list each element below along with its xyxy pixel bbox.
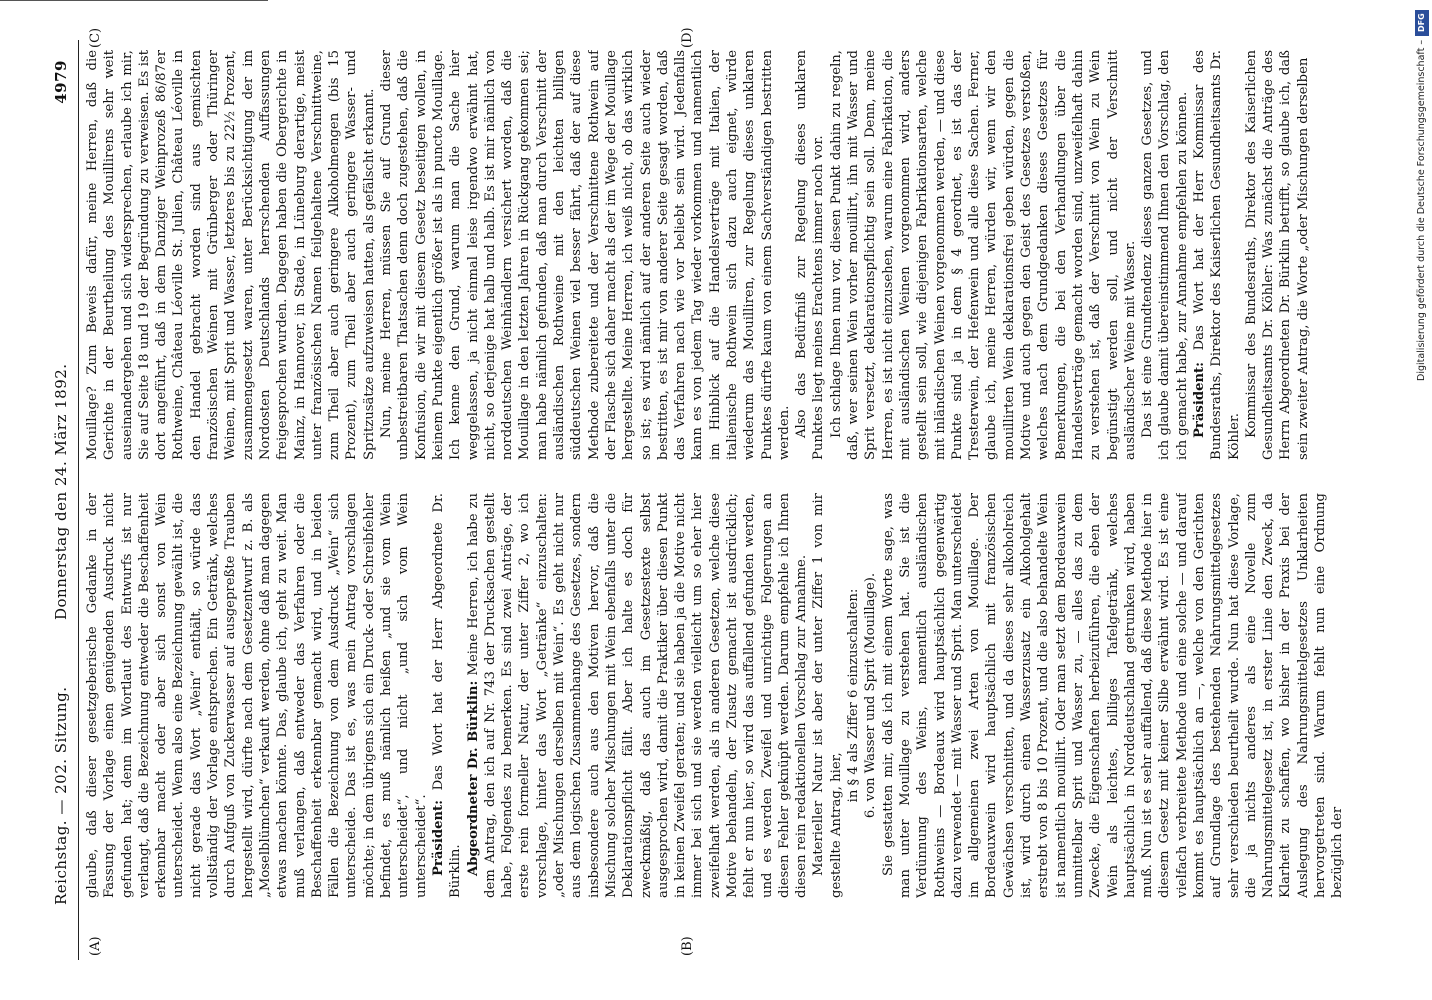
paragraph: Nun, meine Herren, müssen Sie auf Grund dieser unbestreitbaren Thatsachen denn doch zugestehen, daß die Konfusion, die wir mit diesem Gesetz beseitigen wollen, in keinem Punkte eigentlich größer ist als in puncto Mouillage. Ich kenne den Grund, warum man die Sache hier weggelassen, ja nicht einmal leise irgendwo erwähnt hat, nicht, so derjenige hat halb und halb. Es ist mir nämlich von norddeutschen Weinhändlern versichert worden, daß die Mouillage in den letzten Jahren in Rückgang gekommen sei; man habe nämlich gefunden, daß man durch Verschnitt der ausländischen Rothweine mit den leichten billigen süddeutschen Weinen viel besser fährt, daß der auf diese Methode zubereitete und der Verschnittene Rothwein auf der Flasche sich daher macht als der im Wege der Mouillage hergestellte. Meine Herren, ich weiß nicht, ob das wirklich so ist; es wird nämlich auf der anderen Seite auch wieder bestritten, es ist mir von anderer Seite gesagt worden, daß das Verfahren nach wie vor beliebt sein wird. Jedenfalls kann es von jedem Tag wieder vorkommen und namentlich im Hinblick auf die Handelsverträge mit Italien, der italienische Rothwein sich dazu auch eignet, würde wiederum das Mouilliren, zur Regelung dieses unklaren Punktes dürfte kaum von einem Sachverständigen bestritten werden. xyxy=(379,50,792,460)
header-date: Donnerstag den 24. März 1892. xyxy=(52,363,70,620)
header-left: Reichstag. — 202. Sitzung. xyxy=(52,686,70,905)
paragraph: Materieller Natur ist aber der unter Ziffer 1 von mir gestellte Antrag, hier, xyxy=(811,493,844,898)
paragraph-text: Das Wort hat der Herr Kommissar des Bundesraths, Direktor des Kaiserlichen Gesundheitsamts Dr. Köhler. xyxy=(1192,50,1242,460)
paragraph: Ich schlage Ihnen nun vor, diesen Punkt dahin zu regeln, daß, wer seinen Wein vorher mouillirt, ihn mit Wasser und Sprit versetzt, deklarationspflichtig sein soll. Denn, meine Herren, es ist nicht einzusehen, warum eine Fabrikation, die mit ausländischen Weinen vorgenommen wird, anders gestellt sein soll, wie diejenigen Fabrikationsarten, welche mit inländischen Weinen vorgenommen werden, — und diese Punkte sind ja in dem § 4 geordnet, es ist das der Tresterwein, der Hefenwein und alle diese Sachen. Ferner, glaube ich, meine Herren, würden wir, wenn wir den mouillirten Wein deklarationsfrei geben würden, gegen die Motive und auch gegen den Geist des Gesetzes verstoßen, welches nach dem Grundgedanken dieses Gesetzes für Bemerkungen, die bei den Verhandlungen über die Handelsverträge gemacht worden sind, unzweifelhaft dahin zu verstehen ist, daß der Verschnitt von Wein zu Wein begünstigt werden soll, und nicht der Verschnitt ausländischer Weine mit Wasser. xyxy=(828,50,1138,460)
paragraph: Das ist eine Grundtendenz dieses ganzen Gesetzes, und ich glaube damit übereinstimmend Ihnen den Vorschlag, den ich gemacht habe, zur Annahme empfehlen zu können. xyxy=(1140,50,1190,460)
funding-credit: Digitalisierung gefördert durch die Deutsche Forschungsgemeinschaft – xyxy=(1416,40,1427,382)
speaker-label: Abgeordneter Dr. Bürklin: xyxy=(465,680,481,876)
margin-marker-d: (D) xyxy=(680,27,695,48)
paragraph: Mouillage? Zum Beweis dafür, meine Herren, daß die Gerichte in der Beurtheilung des Mouillirens sehr weit auseinandergehen und sich widersprechen, erlaube ich mir, Sie auf Seite 18 und 19 der Begründung zu verweisen. Es ist dort angeführt, daß in dem Danziger Weinprozeß 86/87er Rothweine, Château Léoville St. Julien, Château Léoville in den Handel gebracht worden sind aus gemischten französischen Weinen mit Grünberger oder Thüringer Weinen, mit Sprit und Wasser, letzteres bis zu 22½ Prozent, zusammengesetzt waren, unter Berücksichtigung der im Nordosten Deutschlands herrschenden Auffassungen freigesprochen wurden. Dagegen haben die Obergerichte in Mainz, in Hannover, in Stade, in Lüneburg derartige, meist unter französischen Namen feilgehaltene Verschnittweine, zum Theil aber auch geringere Alkoholmengen (bis 15 Prozent), zum Theil aber auch geringere Wasser- und Spritzusätze aufzuweisen hatten, als gefälscht erkannt. xyxy=(85,50,377,460)
paragraph xyxy=(465,493,811,898)
margin-marker-c: (C) xyxy=(88,27,103,48)
paragraph: Also das Bedürfniß zur Regelung dieses unklaren Punktes liegt meines Erachtens immer noch vor. xyxy=(794,50,827,460)
digitization-sidebar xyxy=(1414,8,1430,998)
column-left xyxy=(84,493,1400,898)
paragraph: Kommissar des Bundesraths, Direktor des Kaiserlichen Gesundheitsamts Dr. Köhler: Was zunächst die Anträge des Herrn Abgeordneten Dr. Bürklin betrifft, so glaube ich, daß sein zweiter Antrag, die Worte „oder Mischungen derselben xyxy=(1243,50,1311,460)
header-rule xyxy=(78,40,79,960)
page-header xyxy=(52,40,74,960)
paragraph: 6. von Wasser und Sprit (Mouillage). xyxy=(863,572,879,819)
text-columns xyxy=(84,40,1400,960)
paragraph: Sie gestatten mir, daß ich mit einem Worte sage, was man unter Mouillage zu verstehen hat. Sie ist die Verdünnung des Weins, namentlich ausländischen Rothweins — Bordeaux wird hauptsächlich gegenwärtig dazu verwendet — mit Wasser und Sprit. Man unterscheidet im allgemeinen zwei Arten von Mouillage. Der Bordeauxwein wird hauptsächlich mit französischen Gewächsen verschnitten, und da dieses sehr alkoholreich ist, wird durch einen Wasserzusatz ein Alkoholgehalt erstrebt von 8 bis 10 Prozent, und die also behandelte Wein ist namentlich mouillirt. Oder man setzt dem Bordeauxwein unmittelbar Sprit und Wasser zu, — alles das zu dem Zwecke, die Eigenschaften herbeizuführen, die eben der Wein als leichtes, billiges Tafelgetränk, welches hauptsächlich in Norddeutschland getrunken wird, haben muß. Nun ist es sehr auffallend, daß diese Methode hier in diesem Gesetz mit keiner Silbe erwähnt wird. Es ist eine vielfach verbreitete Methode und eine solche — und darauf kommt es hauptsächlich an —, welche von den Gerichten auf Grundlage des bestehenden Nahrungsmittelgesetzes sehr verschieden beurtheilt wurde. Nun hat diese Vorlage, die ja nichts anderes als eine Novelle zum Nahrungsmittelgesetz ist, in erster Linie den Zweck, da Klarheit zu schaffen, wo bisher in der Praxis bei der Auslegung des Nahrungsmittelgesetzes Unklarheiten hervorgetreten sind. Warum fehlt nun eine Ordnung bezüglich der xyxy=(880,493,1346,898)
column-right xyxy=(84,50,1400,460)
margin-marker-b: (B) xyxy=(680,936,695,956)
paragraph: glaube, daß dieser gesetzgeberische Gedanke in der Fassung der Vorlage einen genügenden Ausdruck nicht gefunden hat; denn im Wortlaut des Entwurfs ist nur verlangt, daß die Bezeichnung entweder die Beschaffenheit erkennbar macht oder aber sich sonst von Wein unterscheidet. Wenn also eine Bezeichnung gewählt ist, die nicht gerade das Wort „Wein“ enthält, so würde das vollständig der Vorlage entsprechen. Ein Getränk, welches durch Aufguß von Zuckerwasser auf ausgepreßte Trauben hergestellt wird, dürfte nach dem Gesetzentwurf z. B. als „Moselblümchen“ verkauft werden, ohne daß man dagegen etwas machen könnte. Das, glaube ich, geht zu weit. Man muß verlangen, daß entweder das Verfahren oder die Beschaffenheit erkennbar gemacht wird, und in beiden Fällen die Bezeichnung von dem Ausdruck „Wein“ sich unterscheide. Das ist es, was mein Antrag vorschlagen möchte; in dem übrigens sich ein Druck- oder Schreibfehler befindet, es muß nämlich heißen „und sie vom Wein unterscheidet“, und nicht „und sich vom Wein unterscheidet“. xyxy=(85,493,429,898)
speaker-label: Präsident: xyxy=(1192,361,1207,438)
paragraph-text: Das Wort hat der Herr Abgeordnete Dr. Bürklin. xyxy=(430,493,464,898)
paragraph-text: Meine Herren, ich habe zu dem Antrag, den ich auf Nr. 743 der Drucksachen gestellt habe, Folgendes zu bemerken. Es sind zwei Anträge, der erste rein formeller Natur, der unter Ziffer 2, wo ich vorschlage, hinter das Wort „Getränke“ einzuschalten: „oder Mischungen derselben mit Wein“. Es geht nicht nur aus dem logischen Zusammenhange des Gesetzes, sondern insbesondere auch aus den Motiven hervor, daß die Mischung solcher Mischungen mit Wein ebenfalls unter die Deklarationspflicht fällt. Aber ich halte es doch für zweckmäßig, daß das auch im Gesetzestexte selbst ausgesprochen wird, damit die Praktiker über diesen Punkt in keinen Zweifel geraten; und sie haben ja die Motive nicht immer bei sich und sie werden vielleicht um so eher hier zweifelhaft werden, als in anderen Gesetzen, welche diese Motive behandeln, der Zusatz gemacht ist ausdrücklich; fehlt er nun hier, so wird das auffallend gefunden werden, und es werden Zweifel und unrichtige Folgerungen an diesen Fehler geknüpft werden. Darum empfehle ich Ihnen diesen rein redaktionellen Vorschlag zur Annahme. xyxy=(465,493,810,898)
margin-marker-a: (A) xyxy=(88,936,103,956)
dfg-logo: DFG xyxy=(1415,10,1429,36)
paragraph xyxy=(1191,50,1243,460)
page-number: 4979 xyxy=(52,60,70,104)
paragraph xyxy=(430,493,465,898)
paragraph: in § 4 als Ziffer 6 einzuschalten: xyxy=(846,588,862,803)
speaker-label: Präsident: xyxy=(430,799,446,876)
